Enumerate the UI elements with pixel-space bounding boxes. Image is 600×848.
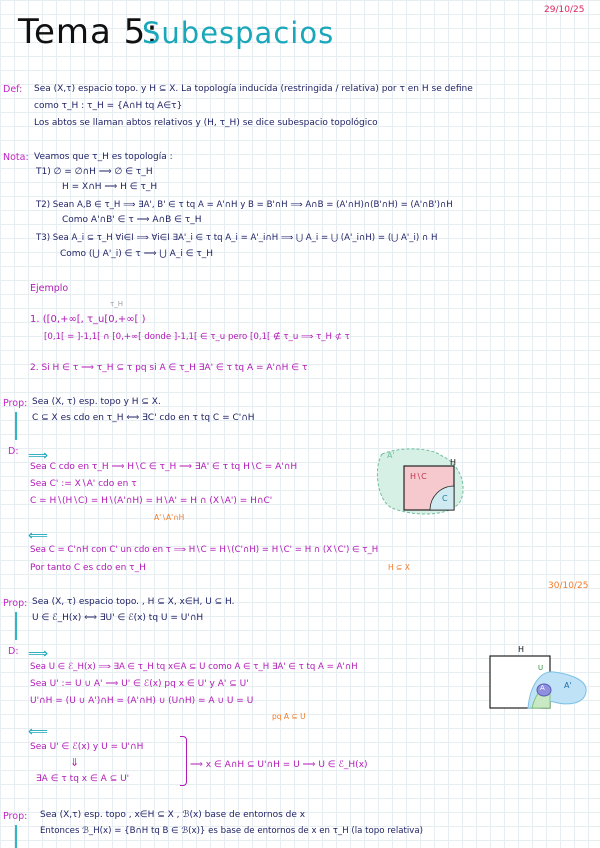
- proof1-b1: Sea C = C'∩H con C' un cdo en τ ⟹ H∖C = H∖(C'∩H) = H∖C' = H ∩ (X∖C') ∈ τ_H: [30, 545, 379, 555]
- proof2-bwd-arrow: ⟸: [28, 724, 49, 740]
- figure1-label-hc: H∖C: [410, 472, 427, 481]
- date-label-2: 30/10/25: [548, 581, 589, 591]
- proof1-f3-note: A'∖A'∩H: [154, 513, 185, 522]
- proof1-f3: C = H∖(H∖C) = H∖(A'∩H) = H∖A' = H ∩ (X∖A') = H∩C': [30, 496, 273, 506]
- prop2-bracket: [15, 612, 17, 640]
- ejemplo-label: Ejemplo: [30, 283, 69, 294]
- nota-t3-b: Como (⋃ A'_i) ∈ τ ⟹ ⋃ A_i ∈ τ_H: [60, 249, 214, 259]
- nota-intro: Veamos que τ_H es topología :: [34, 152, 173, 162]
- proof1-label: D:: [8, 446, 19, 457]
- nota-t1-a: T1) ∅ = ∅∩H ⟹ ∅ ∈ τ_H: [36, 167, 153, 177]
- prop1-bracket: [15, 412, 17, 440]
- prop3-line-2: Entonces ℬ_H(x) = {B∩H tq B ∈ ℬ(x)} es base de entornos de x en τ_H (la topo relativa): [40, 826, 423, 836]
- prop1-label: Prop:: [3, 398, 28, 409]
- proof2-brace: [180, 736, 187, 786]
- page-title: Tema 5:: [18, 12, 159, 52]
- figure1-label-a: A': [387, 451, 395, 460]
- nota-t2-a: T2) Sean A,B ∈ τ_H ⟹ ∃A', B' ∈ τ tq A = A'∩H y B = B'∩H ⟹ A∩B = (A'∩H)∩(B'∩H) = (A'∩B')∩H: [36, 200, 453, 210]
- prop1-line-2: C ⊆ X es cdo en τ_H ⟺ ∃C' cdo en τ tq C = C'∩H: [32, 413, 255, 423]
- prop3-label: Prop:: [3, 811, 28, 822]
- proof1-bwd-arrow: ⟸: [28, 528, 49, 544]
- ejemplo-item-1a: 1. ([0,+∞[, τ_u[0,+∞[ ): [30, 314, 146, 325]
- prop3-line-1: Sea (X,τ) esp. topo , x∈H ⊆ X , ℬ(x) base de entornos de x: [40, 810, 306, 820]
- figure2-label-a: A: [540, 684, 545, 692]
- figure2-label-u: U: [538, 664, 544, 672]
- def-label: Def:: [3, 84, 23, 95]
- def-line-1: Sea (X,τ) espacio topo. y H ⊆ X. La topología inducida (restringida / relativa) por τ en H se define: [34, 84, 473, 94]
- proof2-b-down: ⇓: [70, 756, 80, 769]
- prop2-label: Prop:: [3, 598, 28, 609]
- prop3-bracket: [15, 825, 17, 848]
- proof2-b-concl: ⟹ x ∈ A∩H ⊆ U'∩H = U ⟹ U ∈ ℰ_H(x): [190, 760, 368, 770]
- def-line-2: como τ_H : τ_H = {A∩H tq A∈τ}: [34, 101, 183, 111]
- proof1-b2: Por tanto C es cdo en τ_H: [30, 563, 146, 573]
- nota-t1-b: H = X∩H ⟹ H ∈ τ_H: [62, 182, 158, 192]
- prop2-line-2: U ∈ ℰ_H(x) ⟺ ∃U' ∈ ℰ(x) tq U = U'∩H: [32, 613, 204, 623]
- proof1-fwd-arrow: ⟹: [28, 448, 49, 464]
- proof2-b2: ∃A ∈ τ tq x ∈ A ⊆ U': [36, 774, 130, 784]
- def-line-3: Los abtos se llaman abtos relativos y (H, τ_H) se dice subespacio topológico: [34, 118, 378, 128]
- prop1-line-1: Sea (X, τ) esp. topo y H ⊆ X.: [32, 397, 161, 407]
- ejemplo-item-2: 2. Si H ∈ τ ⟹ τ_H ⊆ τ pq si A ∈ τ_H ∃A' ∈ τ tq A = A'∩H ∈ τ: [30, 363, 308, 373]
- proof2-f1: Sea U ∈ ℰ_H(x) ⟹ ∃A ∈ τ_H tq x∈A ⊆ U como A ∈ τ_H ∃A' ∈ τ tq A = A'∩H: [30, 662, 358, 672]
- proof2-b1: Sea U' ∈ ℰ(x) y U = U'∩H: [30, 742, 144, 752]
- proof2-label: D:: [8, 646, 19, 657]
- figure2-label-h: H: [518, 645, 525, 654]
- prop2-line-1: Sea (X, τ) espacio topo. , H ⊆ X, x∈H, U ⊆ H.: [32, 597, 235, 607]
- ejemplo-item-1b: [0,1[ = ]-1,1[ ∩ [0,+∞[ donde ]-1,1[ ∈ τ_u pero [0,1[ ∉ τ_u ⟹ τ_H ⊄ τ: [44, 332, 350, 342]
- ejemplo-tau-note: τ_H: [110, 300, 123, 308]
- nota-label: Nota:: [3, 152, 29, 163]
- proof2-f3-note: pq A ⊆ U: [272, 712, 306, 721]
- figure1-label-h: H: [450, 458, 457, 467]
- figure-neighborhood-diagram: [488, 650, 592, 714]
- proof2-fwd-arrow: ⟹: [28, 646, 49, 662]
- page-subtitle: Subespacios: [142, 16, 335, 50]
- figure2-label-a2: A': [564, 681, 572, 690]
- proof2-f3: U'∩H = (U ∪ A')∩H = (A'∩H) ∪ (U∩H) = A ∪ U = U: [30, 696, 254, 706]
- proof1-f2: Sea C' := X∖A' cdo en τ: [30, 479, 137, 489]
- date-label: 29/10/25: [544, 5, 585, 15]
- nota-t3-a: T3) Sea A_i ⊆ τ_H ∀i∈I ⟹ ∀i∈I ∃A'_i ∈ τ tq A_i = A'_i∩H ⟹ ⋃ A_i = ⋃ (A'_i∩H) = (⋃ A'_i) ∩ H: [36, 233, 438, 243]
- nota-t2-b: Como A'∩B' ∈ τ ⟹ A∩B ∈ τ_H: [62, 215, 202, 225]
- figure1-label-c: C: [442, 494, 448, 503]
- proof2-f2: Sea U' := U ∪ A' ⟹ U' ∈ ℰ(x) pq x ∈ U' y A' ⊆ U': [30, 679, 249, 689]
- proof1-f1: Sea C cdo en τ_H ⟹ H∖C ∈ τ_H ⟹ ∃A' ∈ τ tq H∖C = A'∩H: [30, 462, 298, 472]
- proof1-b1-note: H ⊆ X: [388, 563, 410, 572]
